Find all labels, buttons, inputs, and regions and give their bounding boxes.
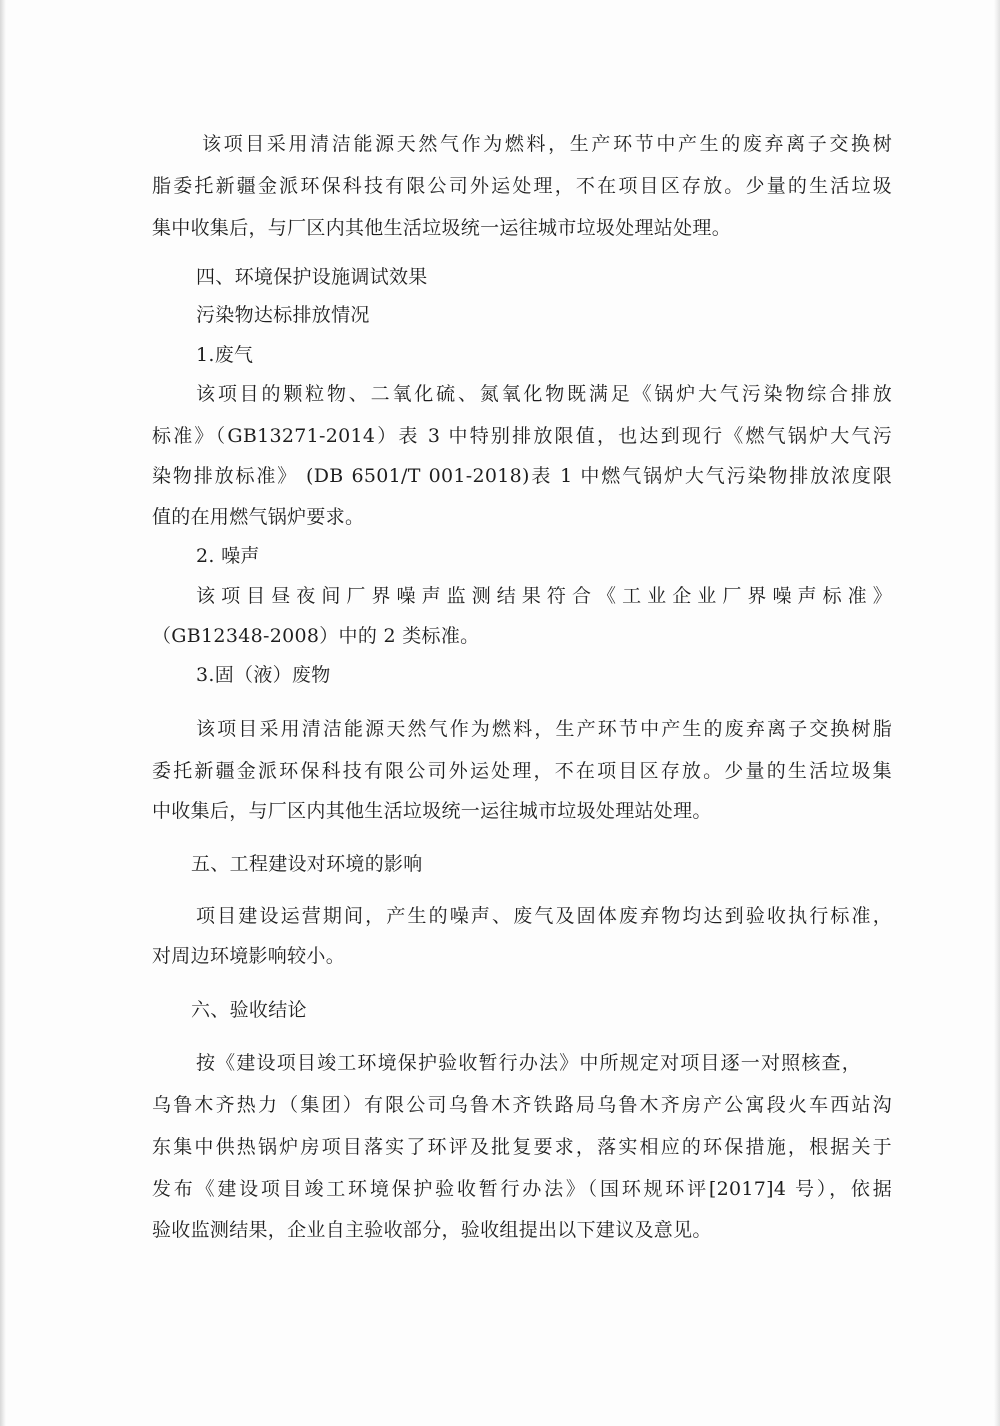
item-heading: 1.废气 — [196, 344, 254, 366]
section-heading: 六、验收结论 — [191, 999, 307, 1021]
item-heading: 3.固（液）废物 — [196, 664, 331, 686]
item-heading: 2. 噪声 — [196, 545, 260, 567]
scan-edge — [0, 0, 6, 1426]
subsection-heading: 污染物达标排放情况 — [196, 304, 370, 326]
section-heading: 四、环境保护设施调试效果 — [196, 266, 428, 288]
paragraph-line: 发布《建设项目竣工环境保护验收暂行办法》（国环规环评[2017]4 号），依据 — [152, 1178, 892, 1200]
paragraph-line: 委托新疆金派环保科技有限公司外运处理，不在项目区存放。少量的生活垃圾集 — [152, 760, 892, 782]
paragraph-line: 该项目的颗粒物、二氧化硫、氮氧化物既满足《锅炉大气污染物综合排放 — [196, 383, 892, 405]
paragraph-line: 集中收集后，与厂区内其他生活垃圾统一运往城市垃圾处理站处理。 — [152, 217, 732, 239]
paragraph-line: （GB12348-2008）中的 2 类标准。 — [152, 625, 480, 647]
paragraph-line: 项目建设运营期间，产生的噪声、废气及固体废弃物均达到验收执行标准， — [196, 905, 892, 927]
paragraph-line: 对周边环境影响较小。 — [152, 945, 346, 967]
paragraph-line: 验收监测结果，企业自主验收部分，验收组提出以下建议及意见。 — [152, 1219, 712, 1241]
paragraph-line: 乌鲁木齐热力（集团）有限公司乌鲁木齐铁路局乌鲁木齐房产公寓段火车西站沟 — [152, 1094, 892, 1116]
paragraph-line: 该项目采用清洁能源天然气作为燃料，生产环节中产生的废弃离子交换树 — [202, 133, 892, 155]
paragraph-line: 按《建设项目竣工环境保护验收暂行办法》中所规定对项目逐一对照核查， — [196, 1052, 861, 1074]
paragraph-line: 脂委托新疆金派环保科技有限公司外运处理，不在项目区存放。少量的生活垃圾 — [152, 175, 892, 197]
section-heading: 五、工程建设对环境的影响 — [191, 853, 423, 875]
paragraph-line: 值的在用燃气锅炉要求。 — [152, 506, 365, 528]
paragraph-line: 该项目采用清洁能源天然气作为燃料，生产环节中产生的废弃离子交换树脂 — [196, 718, 892, 740]
paragraph-line: 中收集后，与厂区内其他生活垃圾统一运往城市垃圾处理站处理。 — [152, 800, 712, 822]
paragraph-line: 染物排放标准》 (DB 6501/T 001-2018)表 1 中燃气锅炉大气污染物排放浓度限 — [152, 465, 892, 487]
paragraph-line: 该项目昼夜间厂界噪声监测结果符合《工业企业厂界噪声标准》 — [196, 585, 892, 607]
paragraph-line: 标准》（GB13271-2014）表 3 中特别排放限值，也达到现行《燃气锅炉大气污 — [152, 425, 892, 447]
paragraph-line: 东集中供热锅炉房项目落实了环评及批复要求，落实相应的环保措施，根据关于 — [152, 1136, 892, 1158]
scan-edge — [994, 0, 1000, 1426]
